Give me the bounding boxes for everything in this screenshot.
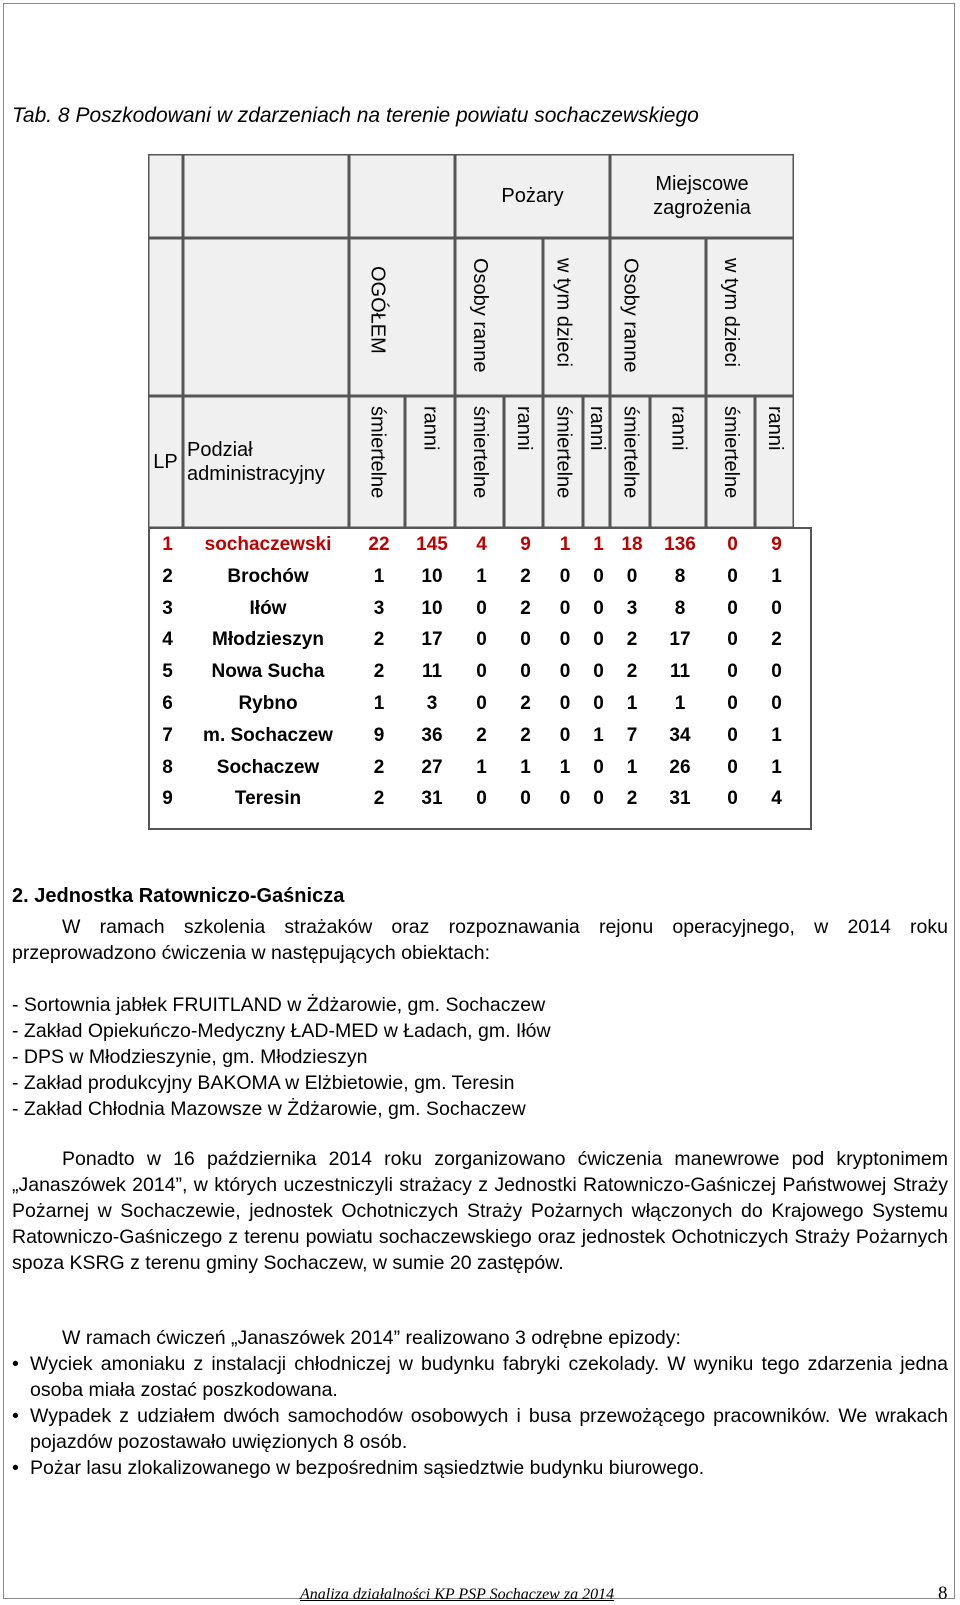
cell-value: 0 (727, 756, 738, 778)
cell-value: 2 (626, 661, 638, 683)
list-item: - Sortownia jabłek FRUITLAND w Żdżarowie, gm. Sochaczew (12, 994, 546, 1016)
cell-value: 0 (559, 724, 571, 746)
cell-value: 7 (626, 724, 638, 746)
header-total-text: OGÓŁEM (366, 266, 389, 354)
cell-value: 0 (559, 629, 571, 651)
header-lp-label: LP (153, 451, 178, 473)
header-group-local-label: Miejscowe zagrożenia (653, 173, 751, 219)
cell-value: 0 (476, 661, 487, 683)
cell-lp: 5 (162, 661, 173, 683)
cell-lp: 4 (162, 629, 173, 651)
cell-value: 9 (373, 724, 385, 746)
cell-value: 2 (373, 629, 385, 651)
cell-value: 11 (421, 661, 443, 683)
cell-value: 9 (520, 534, 531, 555)
table-row (150, 688, 810, 719)
cell-lp: 3 (162, 597, 173, 619)
cell-division: Sochaczew (216, 756, 320, 778)
cell-value: 2 (373, 756, 385, 778)
cell-value: 0 (727, 693, 738, 714)
cell-value: 1 (520, 756, 531, 778)
cell-value: 0 (727, 534, 738, 555)
table-row (150, 529, 810, 560)
cell-value: 2 (771, 629, 782, 651)
subheader-fatal: śmiertelne (366, 406, 389, 499)
cell-value: 31 (421, 788, 443, 810)
cell-lp: 8 (162, 756, 173, 778)
cell-value: 1 (373, 693, 385, 714)
subheader-fatal: śmiertelne (469, 406, 491, 499)
cell-division: sochaczewski (204, 534, 332, 555)
paragraph-episodes-intro: W ramach ćwiczeń „Janaszówek 2014” realizowano 3 odrębne epizody: (62, 1327, 681, 1349)
cell-value: 1 (626, 756, 638, 778)
cell-value: 0 (559, 597, 571, 619)
table-row (150, 561, 810, 592)
list-item: • Wypadek z udziałem dwóch samochodów osobowych i busa przewożącego pracowników. We wrakach pojazdów pozostawało uwięzionych 8 osób. (12, 1405, 948, 1453)
cell-value: 31 (669, 788, 691, 810)
cell-lp: 7 (162, 724, 173, 746)
subheader-fatal: śmiertelne (552, 406, 575, 499)
header-fire-children-text: w tym dzieci (552, 258, 575, 367)
objects-list (12, 992, 551, 1122)
cell-lp: 2 (162, 565, 173, 587)
cell-value: 0 (593, 597, 604, 619)
list-item: - DPS w Młodzieszynie, gm. Młodzieszyn (12, 1046, 368, 1068)
table-row (150, 656, 810, 687)
cell-value: 2 (520, 565, 531, 587)
cell-value: 11 (669, 661, 691, 683)
cell-value: 1 (476, 756, 487, 778)
cell-value: 26 (669, 756, 691, 778)
bullet-icon: • (12, 1353, 19, 1375)
cell-value: 8 (674, 597, 686, 619)
cell-value: 2 (373, 788, 385, 810)
cell-value: 0 (593, 788, 604, 810)
cell-value: 3 (626, 597, 638, 619)
cell-lp: 6 (162, 693, 173, 714)
cell-value: 1 (771, 565, 782, 587)
list-item: - Zakład Opiekuńczo-Medyczny ŁAD-MED w Ładach, gm. Iłów (12, 1020, 551, 1042)
table-row (150, 720, 810, 751)
cell-value: 0 (727, 788, 738, 810)
list-item: - Zakład produkcyjny BAKOMA w Elżbietowie, gm. Teresin (12, 1072, 515, 1094)
table-row (150, 783, 810, 814)
cell-value: 0 (520, 629, 531, 651)
cell-value: 0 (559, 693, 571, 714)
cell-value: 2 (476, 724, 487, 746)
cell-value: 0 (559, 661, 571, 683)
cell-value: 1 (593, 724, 604, 746)
cell-value: 4 (771, 788, 782, 810)
subheader-injured: ranni (586, 406, 608, 451)
cell-value: 0 (727, 724, 738, 746)
cell-value: 34 (669, 724, 691, 746)
header-cell-blank-division (183, 154, 349, 238)
cell-value: 0 (727, 565, 738, 587)
cell-value: 2 (373, 661, 385, 683)
cell-value: 1 (771, 756, 782, 778)
cell-value: 0 (626, 565, 638, 587)
cell-value: 1 (476, 565, 487, 587)
cell-value: 17 (421, 629, 443, 651)
cell-value: 4 (476, 534, 487, 555)
subheader-injured: ranni (667, 406, 690, 451)
cell-value: 9 (771, 534, 782, 555)
cell-value: 0 (727, 629, 738, 651)
cell-division: m. Sochaczew (203, 724, 333, 746)
cell-value: 10 (421, 597, 443, 619)
cell-value: 0 (727, 661, 738, 683)
header-fire-injured-text: Osoby ranne (469, 258, 491, 373)
bullet-icon: • (12, 1405, 19, 1427)
cell-value: 27 (421, 756, 443, 778)
cell-value: 1 (771, 724, 782, 746)
header-cell-blank-lp-2 (148, 238, 183, 396)
cell-value: 18 (621, 534, 643, 555)
cell-value: 0 (520, 788, 531, 810)
cell-value: 0 (520, 661, 531, 683)
cell-value: 2 (520, 693, 531, 714)
cell-division: Teresin (234, 788, 302, 810)
table-row (150, 593, 810, 624)
intro-paragraph: W ramach szkolenia strażaków oraz rozpoznawania rejonu operacyjnego, w 2014 roku przeprowadzono ćwiczenia w następujących obiektach: (12, 916, 948, 964)
cell-value: 0 (476, 597, 487, 619)
list-item: • Wyciek amoniaku z instalacji chłodniczej w budynku fabryki czekolady. W wyniku tego zdarzenia jedna osoba miała zostać poszkodowana. (12, 1353, 948, 1401)
subheader-fatal: śmiertelne (720, 406, 742, 499)
cell-division: Rybno (238, 693, 298, 714)
list-item: • Pożar lasu zlokalizowanego w bezpośrednim sąsiedztwie budynku biurowego. (12, 1457, 705, 1479)
header-division-label: Podział administracyjny (187, 439, 325, 485)
cell-value: 17 (669, 629, 691, 651)
cell-value: 0 (727, 597, 738, 619)
header-local-injured-text: Osoby ranne (619, 258, 642, 373)
cell-value: 0 (771, 693, 782, 714)
cell-value: 1 (626, 693, 638, 714)
cell-division: Iłów (249, 597, 287, 619)
cell-value: 1 (559, 756, 571, 778)
subheader-fatal: śmiertelne (619, 406, 642, 499)
cell-value: 2 (626, 788, 638, 810)
cell-value: 0 (476, 693, 487, 714)
header-cell-blank-total (349, 154, 455, 238)
cell-value: 1 (674, 693, 686, 714)
table-title: Tab. 8 Poszkodowani w zdarzeniach na terenie powiatu sochaczewskiego (12, 104, 699, 127)
cell-value: 0 (559, 788, 571, 810)
page-number: 8 (938, 1583, 948, 1604)
cell-value: 0 (593, 565, 604, 587)
cell-value: 1 (593, 534, 604, 555)
cell-value: 0 (593, 693, 604, 714)
cell-value: 3 (426, 693, 438, 714)
cell-value: 22 (368, 534, 390, 555)
table-row (150, 624, 810, 655)
cell-value: 136 (664, 534, 696, 555)
cell-value: 0 (593, 629, 604, 651)
cell-value: 0 (771, 597, 782, 619)
subheader-injured: ranni (764, 406, 786, 451)
header-cell-blank-lp (148, 154, 183, 238)
episodes-list (12, 1351, 948, 1481)
section-heading: 2. Jednostka Ratowniczo-Gaśnicza (12, 885, 345, 907)
cell-value: 0 (593, 661, 604, 683)
header-group-fires-label: Pożary (501, 185, 564, 207)
cell-value: 0 (771, 661, 782, 683)
cell-value: 0 (559, 565, 571, 587)
cell-value: 10 (421, 565, 443, 587)
cell-lp: 9 (162, 788, 173, 810)
cell-value: 0 (476, 629, 487, 651)
cell-value: 2 (626, 629, 638, 651)
cell-value: 0 (593, 756, 604, 778)
table-body (148, 527, 812, 830)
cell-lp: 1 (162, 534, 173, 555)
list-item: - Zakład Chłodnia Mazowsze w Żdżarowie, gm. Sochaczew (12, 1098, 526, 1120)
cell-value: 1 (559, 534, 571, 555)
cell-division: Brochów (227, 565, 309, 587)
subheader-injured: ranni (419, 406, 442, 451)
paragraph-exercises: Ponadto w 16 października 2014 roku zorganizowano ćwiczenia manewrowe pod kryptonimem „Janaszówek 2014”, w których uczestniczyli strażacy z Jednostki Ratowniczo-Gaśniczej Państwowej Straży Pożarnej w Sochaczewie, jednostek Ochotniczych Straży Pożarnych włączonych do Krajowego Systemu Ratowniczo-Gaśniczego z terenu powiatu sochaczewskiego oraz jednostek Ochotniczych Straży Pożarnych spoza KSRG z terenu gminy Sochaczew, w sumie 20 zastępów. (12, 1148, 948, 1274)
cell-value: 0 (476, 788, 487, 810)
subheader-injured: ranni (513, 406, 535, 451)
cell-value: 1 (373, 565, 385, 587)
bullet-icon: • (12, 1457, 19, 1479)
cell-value: 2 (520, 724, 531, 746)
cell-division: Nowa Sucha (211, 661, 325, 683)
header-cell-blank-division-2 (183, 238, 349, 396)
header-local-children-text: w tym dzieci (720, 258, 742, 367)
cell-value: 2 (520, 597, 531, 619)
footer-text: Analiza działalności KP PSP Sochaczew za 2014 (300, 1586, 615, 1603)
cell-value: 145 (416, 534, 448, 555)
cell-division: Młodzieszyn (212, 629, 324, 651)
table-row (150, 752, 810, 783)
cell-value: 3 (373, 597, 385, 619)
cell-value: 8 (674, 565, 686, 587)
cell-value: 36 (421, 724, 443, 746)
